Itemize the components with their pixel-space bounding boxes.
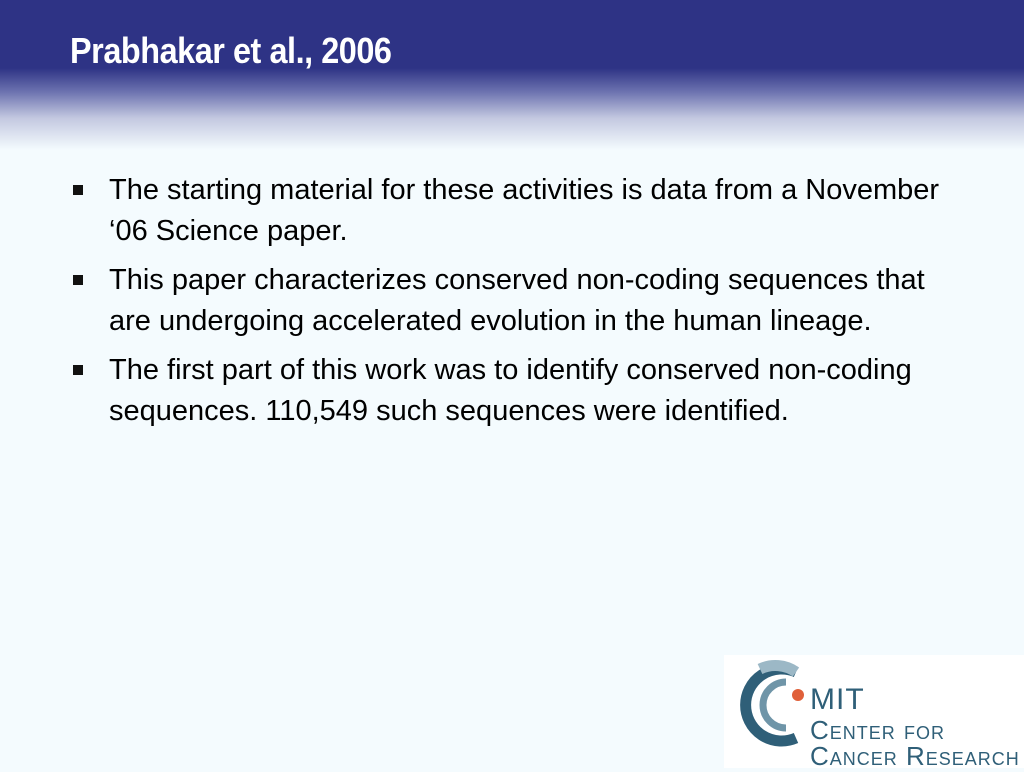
slide-title: Prabhakar et al., 2006 [70, 30, 392, 71]
title-banner [0, 0, 1024, 150]
logo-line-center: Center for [810, 715, 945, 745]
bullet-item [70, 350, 970, 431]
bullet-item [70, 260, 970, 341]
mit-ccr-ring-icon [724, 655, 814, 768]
bullet-item [70, 170, 970, 251]
mit-ccr-logo [724, 655, 1024, 771]
square-bullet-icon [73, 275, 83, 285]
bullet-text: This paper characterizes conserved non-coding sequences that are undergoing accelerated evolution in the human lineage. [109, 264, 925, 337]
logo-line-mit: MIT [810, 683, 865, 716]
bullet-text: The starting material for these activities is data from a November ‘06 Science paper. [109, 174, 940, 247]
bullet-text: The first part of this work was to identify conserved non-coding sequences. 110,549 such sequences were identified. [109, 354, 912, 427]
bullet-list [70, 170, 970, 440]
square-bullet-icon [73, 365, 83, 375]
square-bullet-icon [73, 185, 83, 195]
logo-line-cancer: Cancer Research [810, 741, 1020, 771]
